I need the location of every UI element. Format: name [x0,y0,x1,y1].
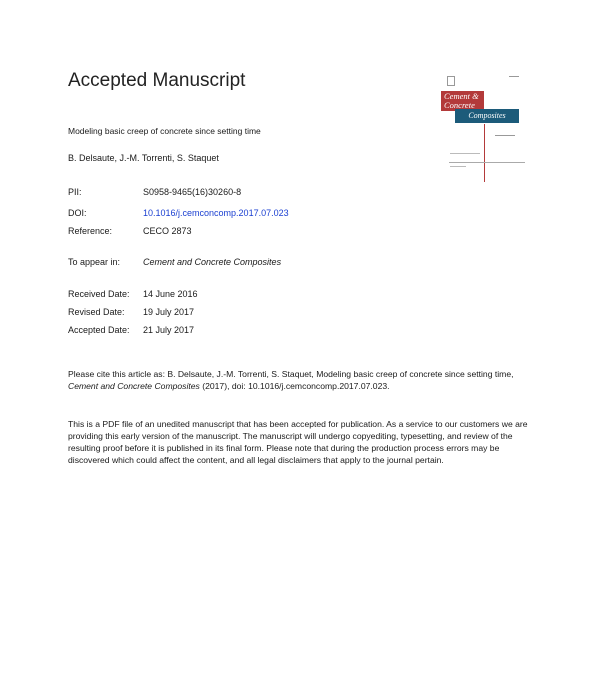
citation-journal: Cement and Concrete Composites [68,381,200,391]
logo-gray-line [449,162,525,163]
logo-red-line [484,124,485,182]
pii-label: PII: [68,187,82,197]
reference-value: CECO 2873 [143,226,192,236]
accepted-manuscript-heading: Accepted Manuscript [68,70,246,91]
journal-name: Cement and Concrete Composites [143,257,282,267]
logo-line1: Cement & [444,91,479,101]
doi-label: DOI: [68,208,87,218]
revised-label: Revised Date: [68,307,125,317]
logo-line2: Concrete [444,99,475,110]
authors: B. Delsaute, J.-M. Torrenti, S. Staquet [68,153,219,163]
logo-cement-concrete [441,91,484,111]
citation-paragraph [68,368,540,392]
citation-suffix: (2017), doi: 10.1016/j.cemconcomp.2017.07.023. [199,381,390,391]
disclaimer-paragraph: This is a PDF file of an unedited manuscript that has been accepted for publication. As a service to our customers we are providing this early version of the manuscript. The manuscript will undergo copyediting, typesetting, and review of the resulting proof before it is published in its final form. Please note that during the production process errors may be discovered which could affect the content, and all legal disclaimers that apply to the journal pertain. [68,419,528,465]
accepted-date: 21 July 2017 [143,325,195,335]
article-title: Modeling basic creep of concrete since setting time [68,126,261,136]
received-date: 14 June 2016 [143,289,198,299]
citation-prefix: Please cite this article as: B. Delsaute, J.-M. Torrenti, S. Staquet, Modeling basic creep of concrete since setting time, [68,369,514,379]
doi-link[interactable]: 10.1016/j.cemconcomp.2017.07.023 [143,208,289,218]
received-label: Received Date: [68,289,130,299]
journal-logo [441,72,531,184]
logo-tiny-mark [509,76,519,77]
logo-small-icon [447,76,455,86]
logo-small-text [495,135,515,136]
revised-date: 19 July 2017 [143,307,195,317]
logo-small-text-3 [450,166,466,167]
logo-small-text-2 [450,153,480,154]
appear-label: To appear in: [68,257,121,267]
pii-value: S0958-9465(16)30260-8 [143,187,242,197]
logo-composites: Composites [455,109,519,123]
reference-label: Reference: [68,226,113,236]
accepted-label: Accepted Date: [68,325,130,335]
